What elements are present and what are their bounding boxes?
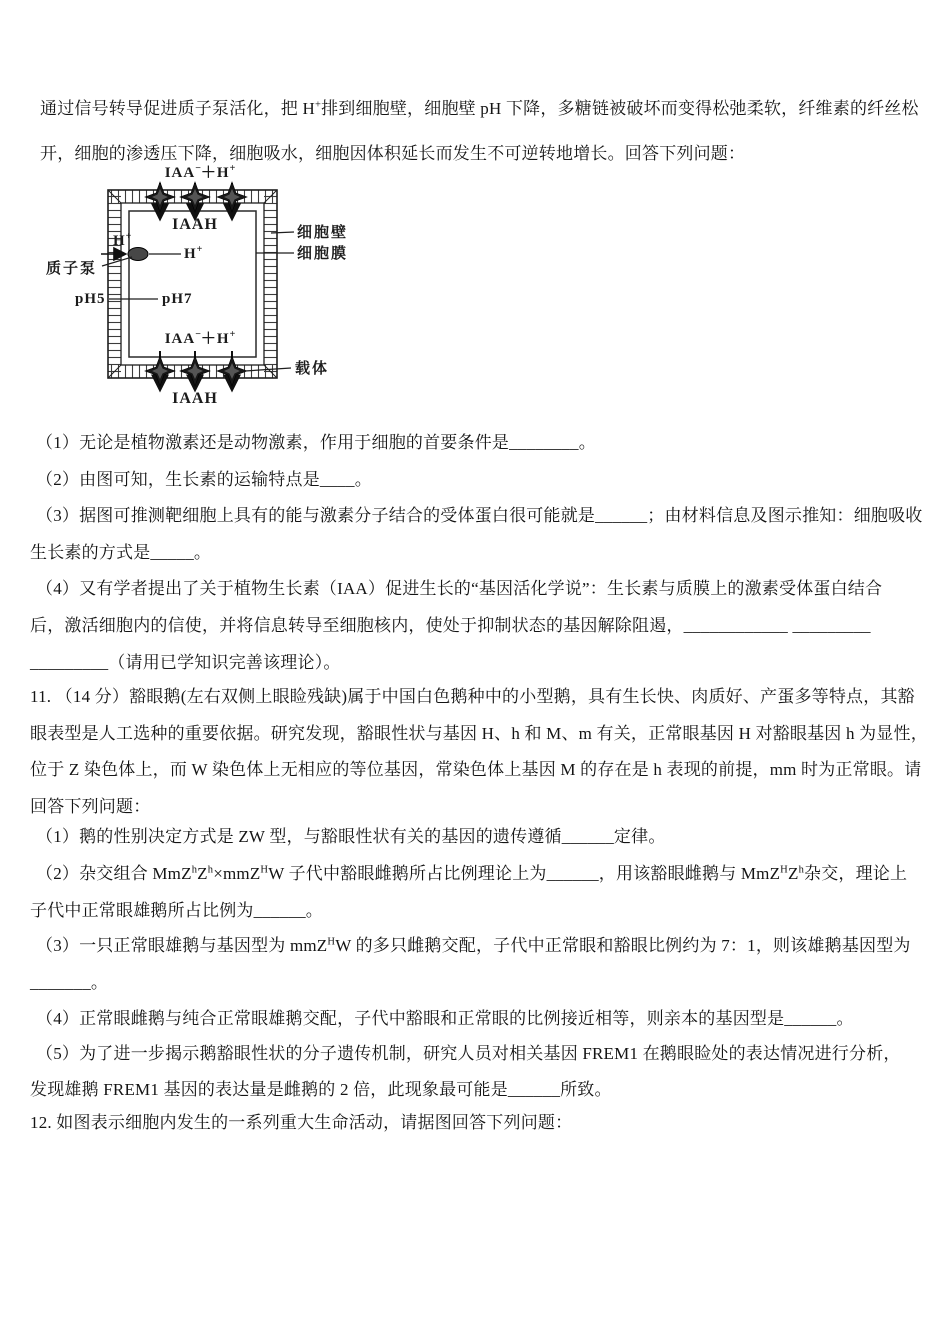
- q11-part5-line1: （5）为了进一步揭示鹅豁眼性状的分子遗传机制，研究人员对相关基因 FREM1 在鹅眼睑处的表达情况进行分析，: [36, 1044, 901, 1063]
- q11-stem-line4: 回答下列问题：: [30, 797, 151, 816]
- label-ph5: pH5: [75, 291, 106, 307]
- q10-part2: （2）由图可知，生长素的运输特点是____。: [36, 470, 372, 489]
- label-iaa-h-bottom: IAA−＋H+: [164, 329, 236, 347]
- q11-part4: （4）正常眼雌鹅与纯合正常眼雄鹅交配，子代中豁眼和正常眼的比例接近相等，则亲本的基因型是______。: [36, 1009, 854, 1028]
- q11-stem-line3: 位于 Z 染色体上，而 W 染色体上无相应的等位基因，常染色体上基因 M 的存在是 h 表现的前提，mm 时为正常眼。请: [30, 760, 922, 779]
- q11-part5-line2: 发现雄鹅 FREM1 基因的表达量是雌鹅的 2 倍，此现象最可能是______所致。: [30, 1080, 612, 1099]
- label-proton-pump: 质子泵: [46, 261, 98, 277]
- label-h-plus-inner: H+: [184, 244, 203, 262]
- label-iaa-h-top: IAA−＋H+: [164, 163, 236, 181]
- q11-part3-line1: （3）一只正常眼雄鹅与基因型为 mmZ$^H$W 的多只雌鹅交配，子代中正常眼和豁眼比例约为 7：1，则该雄鹅基因型为: [36, 936, 911, 955]
- proton-pump-ellipse: [128, 248, 148, 261]
- q12-stem-line1: 12. 如图表示细胞内发生的一系列重大生命活动，请据图回答下列问题：: [30, 1113, 573, 1132]
- intro-line-2: 开，细胞的渗透压下降，细胞吸水，细胞因体积延长而发生不可逆转地增长。回答下列问题：: [40, 144, 746, 163]
- q10-part3-line1: （3）据图可推测靶细胞上具有的能与激素分子结合的受体蛋白很可能就是______；由材料信息及图示推知：细胞吸收: [36, 506, 923, 525]
- label-cell-membrane: 细胞膜: [297, 246, 349, 262]
- q11-stem-line2: 眼表型是人工选种的重要依据。研究发现，豁眼性状与基因 H、h 和 M、m 有关，正常眼基因 H 对豁眼基因 h 为显性，: [30, 724, 928, 743]
- q10-part4-line1: （4）又有学者提出了关于植物生长素（IAA）促进生长的“基因活化学说”：生长素与质膜上的激素受体蛋白结合: [36, 579, 883, 598]
- q11-part3-line2: _______。: [30, 973, 109, 992]
- label-cell-wall: 细胞壁: [297, 225, 349, 241]
- intro-line-1: 通过信号转导促进质子泵活化，把 H+排到细胞壁，细胞壁 pH 下降，多糖链被破坏而变得松弛柔软，纤维素的纤丝松: [40, 99, 919, 118]
- q11-part1: （1）鹅的性别决定方式是 ZW 型，与豁眼性状有关的基因的遗传遵循______定律。: [36, 827, 666, 846]
- label-h-plus-wall: H+: [113, 231, 132, 249]
- q11-stem-line1: 11. （14 分）豁眼鹅(左右双侧上眼睑残缺)属于中国白色鹅种中的小型鹅，具有生长快、肉质好、产蛋多等特点，其豁: [30, 687, 915, 706]
- q11-part2-line1: （2）杂交组合 $MmZ^hZ^h\times mmZ^HW$ 子代中豁眼雌鹅所占比例理论上为______，用该豁眼雌鹅与 $MmZ^HZ^h$杂交，理论上: [36, 864, 908, 883]
- q10-part4-line2: 后，激活细胞内的信使，并将信息转导至细胞核内，使处于抑制状态的基因解除阻遏，____________ _________: [30, 616, 871, 635]
- q10-part1: （1）无论是植物激素还是动物激素，作用于细胞的首要条件是________。: [36, 433, 596, 452]
- label-iaah-bottom: IAAH: [172, 390, 218, 407]
- label-iaah-top: IAAH: [172, 216, 218, 233]
- auxin-transport-diagram: [45, 165, 415, 417]
- label-carrier: 载体: [295, 361, 330, 377]
- q10-part3-line2: 生长素的方式是_____。: [30, 543, 212, 562]
- q11-part2-line2: 子代中正常眼雄鹅所占比例为______。: [30, 901, 323, 920]
- label-ph7: pH7: [162, 291, 193, 307]
- q10-part4-line3: _________（请用已学知识完善该理论）。: [30, 653, 341, 672]
